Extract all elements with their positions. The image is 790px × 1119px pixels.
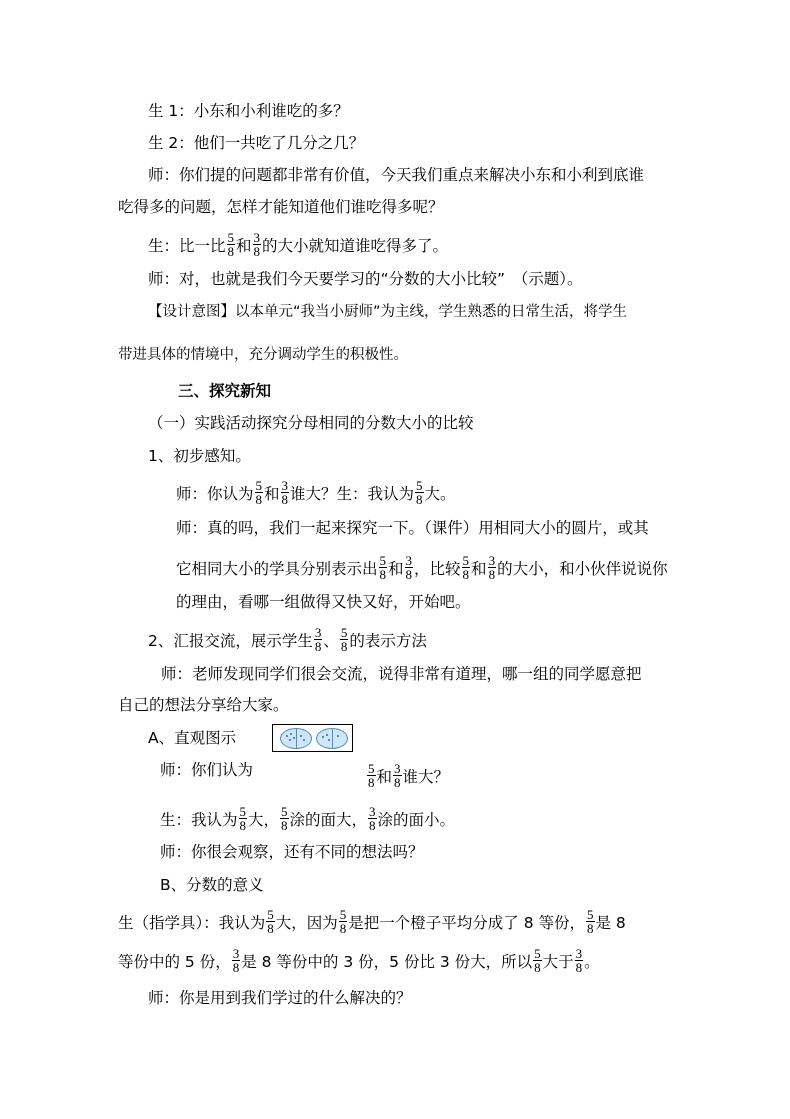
text-line: 生 2：他们一共吃了几分之几？ xyxy=(148,134,365,152)
text-line: 生 1：小东和小利谁吃的多？ xyxy=(148,102,349,120)
numerator: 3 xyxy=(369,804,376,819)
text-line xyxy=(118,907,626,937)
text-line: 师：对，也就是我们今天要学习的“分数的大小比较” （示题）。 xyxy=(148,270,583,288)
text-seg: 是把一个橙子平均分成了 8 等份， xyxy=(348,914,585,932)
text-line xyxy=(148,625,427,655)
denominator: 8 xyxy=(339,921,347,936)
text-seg: 大。 xyxy=(424,485,456,503)
text-line: 吃得多的问题，怎样才能知道他们谁吃得多呢？ xyxy=(118,198,444,216)
fraction-3-8 xyxy=(405,554,414,581)
text-line: 师：真的吗，我们一起来探究一下。（课件）用相同大小的圆片，或其 xyxy=(176,519,649,537)
numerator: 5 xyxy=(587,907,594,922)
fraction-5-8 xyxy=(367,762,376,789)
text-seg: 是 8 等份中的 3 份，5 份比 3 份大，所以 xyxy=(241,953,533,971)
section-heading: 三、探究新知 xyxy=(178,382,272,400)
denominator: 8 xyxy=(369,818,376,833)
text-seg: 生：我认为 xyxy=(160,811,238,829)
text-seg: 大，因为 xyxy=(275,914,338,932)
denominator: 8 xyxy=(534,960,541,975)
pie-icon xyxy=(280,728,312,749)
fraction-5-8 xyxy=(415,479,424,506)
fraction-3-8 xyxy=(368,805,377,832)
text-seg: 2、汇报交流，展示学生 xyxy=(148,632,313,650)
fraction-5-8 xyxy=(239,805,248,832)
text-seg: 和 xyxy=(376,768,393,786)
numerator: 5 xyxy=(416,478,423,493)
numerator: 5 xyxy=(340,625,348,640)
numerator: 5 xyxy=(534,946,541,961)
text-seg: 的大小，和小伙伴说说你 xyxy=(497,560,668,578)
text-line xyxy=(176,553,668,583)
numerator: 5 xyxy=(227,230,235,245)
numerator: 3 xyxy=(405,553,413,568)
denominator: 8 xyxy=(253,244,261,259)
numerator: 5 xyxy=(255,478,263,493)
denominator: 8 xyxy=(416,492,423,507)
text-seg: 和 xyxy=(264,485,280,503)
fraction-3-8 xyxy=(575,947,584,974)
numerator: 3 xyxy=(281,478,289,493)
text-line xyxy=(366,761,450,791)
denominator: 8 xyxy=(405,567,413,582)
text-seg: 谁大？生：我认为 xyxy=(290,485,415,503)
fraction-3-8 xyxy=(393,762,402,789)
numerator: 3 xyxy=(394,761,401,776)
fraction-3-8 xyxy=(232,947,241,974)
text-seg: 大于 xyxy=(542,953,574,971)
denominator: 8 xyxy=(314,639,322,654)
denominator: 8 xyxy=(232,960,240,975)
text-seg: 和 xyxy=(388,560,404,578)
fraction-3-8 xyxy=(314,626,323,653)
denominator: 8 xyxy=(587,921,594,936)
numerator: 5 xyxy=(462,553,470,568)
denominator: 8 xyxy=(281,492,289,507)
fraction-3-8 xyxy=(281,479,290,506)
text-seg: 谁大？ xyxy=(402,768,450,786)
numerator: 3 xyxy=(232,946,240,961)
text-seg: 。 xyxy=(584,953,600,971)
design-intent-line: 【设计意图】以本单元“我当小厨师”为主线，学生熟悉的日常生活，将学生 xyxy=(148,304,628,320)
numerator: 3 xyxy=(488,553,496,568)
numerator: 3 xyxy=(575,946,583,961)
subsection-heading: （一）实践活动探究分母相同的分数大小的比较 xyxy=(148,414,474,432)
text-line xyxy=(118,946,600,976)
denominator: 8 xyxy=(488,567,496,582)
fraction-5-8 xyxy=(379,554,388,581)
numerator: 5 xyxy=(281,804,288,819)
text-line: 师：你们认为 xyxy=(160,761,254,779)
text-line: 师：你是用到我们学过的什么解决的？ xyxy=(148,989,412,1007)
text-seg: ，比较 xyxy=(414,560,461,578)
numerator: 5 xyxy=(368,761,375,776)
fraction-3-8 xyxy=(253,231,262,258)
denominator: 8 xyxy=(340,639,348,654)
fraction-5-8 xyxy=(280,805,289,832)
text-seg: 师：你认为 xyxy=(176,485,254,503)
fraction-5-8 xyxy=(586,908,595,935)
pie-figure xyxy=(272,724,353,752)
numerator: 5 xyxy=(267,907,274,922)
text-line: 的理由，看哪一组做得又快又好，开始吧。 xyxy=(176,593,471,611)
fraction-5-8 xyxy=(462,554,471,581)
fraction-5-8 xyxy=(227,231,236,258)
denominator: 8 xyxy=(368,775,375,790)
numerator: 5 xyxy=(339,907,347,922)
text-line xyxy=(160,804,456,834)
denominator: 8 xyxy=(575,960,583,975)
text-line: 师：你很会观察，还有不同的想法吗？ xyxy=(160,843,424,861)
text-seg: 生：比一比 xyxy=(148,237,226,255)
text-line: 师：你们提的问题都非常有价值，今天我们重点来解决小东和小利到底谁 xyxy=(148,166,645,184)
numerator: 3 xyxy=(253,230,261,245)
text-seg: 涂的面小。 xyxy=(377,811,456,829)
text-seg: 是 8 xyxy=(595,914,626,932)
text-line: A、直观图示 xyxy=(148,729,237,747)
denominator: 8 xyxy=(227,244,235,259)
fraction-5-8 xyxy=(266,908,275,935)
numerator: 5 xyxy=(379,553,387,568)
denominator: 8 xyxy=(255,492,263,507)
pie-icon xyxy=(316,728,348,749)
fraction-5-8 xyxy=(340,626,349,653)
text-seg: 等份中的 5 份， xyxy=(118,953,231,971)
denominator: 8 xyxy=(281,818,288,833)
numerator: 5 xyxy=(239,804,247,819)
text-seg: 、 xyxy=(323,632,339,650)
text-line: 1、初步感知。 xyxy=(148,447,251,465)
denominator: 8 xyxy=(267,921,274,936)
denominator: 8 xyxy=(239,818,247,833)
text-seg: 和 xyxy=(471,560,487,578)
text-seg: 它相同大小的学具分别表示出 xyxy=(176,560,378,578)
text-line: 自己的想法分享给大家。 xyxy=(118,696,289,714)
text-line xyxy=(148,230,449,260)
text-seg: 生（指学具）：我认为 xyxy=(118,914,266,932)
text-seg: 大， xyxy=(248,811,280,829)
fraction-5-8 xyxy=(339,908,348,935)
design-intent-line: 带进具体的情境中，充分调动学生的积极性。 xyxy=(118,347,408,363)
denominator: 8 xyxy=(462,567,470,582)
text-line: B、分数的意义 xyxy=(160,876,264,894)
text-seg: 的大小就知道谁吃得多了。 xyxy=(262,237,449,255)
fraction-5-8 xyxy=(533,947,542,974)
fraction-3-8 xyxy=(488,554,497,581)
text-seg: 涂的面大， xyxy=(289,811,368,829)
text-line xyxy=(176,478,456,508)
denominator: 8 xyxy=(379,567,387,582)
fraction-5-8 xyxy=(255,479,264,506)
text-seg: 和 xyxy=(236,237,252,255)
text-seg: 的表示方法 xyxy=(349,632,427,650)
numerator: 3 xyxy=(314,625,322,640)
text-line: 师：老师发现同学们很会交流，说得非常有道理，哪一组的同学愿意把 xyxy=(161,665,642,683)
denominator: 8 xyxy=(394,775,401,790)
